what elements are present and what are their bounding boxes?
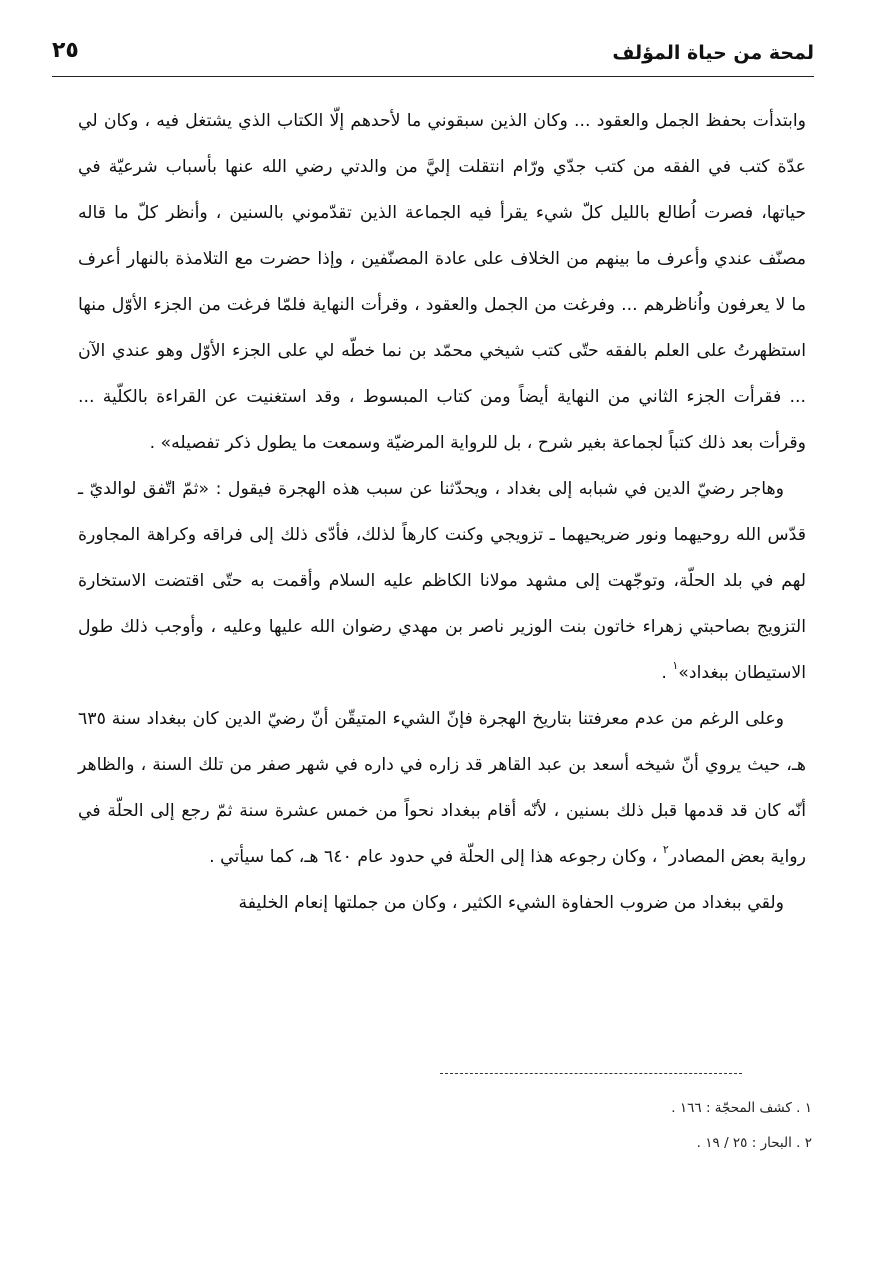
- paragraph-3-tail: ، وكان رجوعه هذا إلى الحلّة في حدود عام ٦٤٠ هـ، كما سيأتي .: [209, 847, 663, 867]
- paragraph-2-tail: .: [661, 663, 673, 683]
- footnote-ref-2[interactable]: ٢: [662, 843, 669, 856]
- body-text: [78, 98, 806, 926]
- paragraph-1-text: وابتدأت بحفظ الجمل والعقود ... وكان الذين سبقوني ما لأحدهم إلّا الكتاب الذي يشتغل فيه ، وكان لي عدّة كتب في الفقه من كتب جدّي ورّام انتقلت إليَّ من والدتي رضي الله عنها بأسباب شرعيّة في حياتها، فصرت اُطالع بالليل كلّ شيء يقرأ فيه الجماعة الذين تقدّموني بالسنين ، وأنظر كلّ ما قاله مصنّف عندي وأعرف ما بينهم من الخلاف على عادة المصنّفين ، وإذا حضرت مع التلامذة بالنهار أعرف ما لا يعرفون واُناظرهم ... وفرغت من الجمل والعقود ، وقرأت النهاية فلمّا فرغت من الجزء الأوّل منها استظهرتُ على العلم بالفقه حتّى كتب شيخي محمّد بن نما خطّه لي على الجزء الأوّل وهو عندي الآن ... فقرأت الجزء الثاني من النهاية أيضاً ومن كتاب المبسوط ، وقد استغنيت عن القراءة بالكلّية ... وقرأت بعد ذلك كتباً لجماعة بغير شرح ، بل للرواية المرضيّة وسمعت ما يطول ذكر تفصيله» .: [78, 111, 806, 453]
- paragraph-1: [78, 98, 806, 466]
- paragraph-2-text: وهاجر رضيّ الدين في شبابه إلى بغداد ، ويحدّثنا عن سبب هذه الهجرة فيقول : «ثمّ اتّفق لوالديّ ـ قدّس الله روحيهما ونور ضريحيهما ـ تزويجي وكنت كارهاً لذلك، فأدّى ذلك إلى فراقه وكراهة المجاورة لهم في بلد الحلّة، وتوجّهت إلى مشهد مولانا الكاظم عليه السلام وأقمت به حتّى اقتضت الاستخارة التزويج بصاحبتي زهراء خاتون بنت الوزير ناصر بن مهدي رضوان الله عليها وعليه ، وأوجب ذلك طول الاستيطان ببغداد»: [78, 479, 806, 683]
- footnote-2: ٢ . البحار : ٢٥ / ١٩ .: [696, 1135, 812, 1151]
- footnote-separator: [440, 1073, 742, 1074]
- footnotes: [671, 1100, 812, 1170]
- paragraph-2: [78, 466, 806, 696]
- footnote-ref-1[interactable]: ١: [672, 659, 679, 672]
- paragraph-4: [78, 880, 806, 926]
- page-header: [52, 30, 814, 77]
- footnote-1: ١ . كشف المحجّة : ١٦٦ .: [671, 1100, 812, 1116]
- running-title: لمحة من حياة المؤلف: [612, 42, 814, 64]
- paragraph-3: [78, 696, 806, 880]
- paragraph-4-text: ولقي ببغداد من ضروب الحفاوة الشيء الكثير ، وكان من جملتها إنعام الخليفة: [238, 893, 784, 913]
- page-number: ٢٥: [52, 38, 79, 63]
- paragraph-3-text: وعلى الرغم من عدم معرفتنا بتاريخ الهجرة فإنّ الشيء المتيقّن أنّ رضيّ الدين كان ببغداد سنة ٦٣٥ هـ، حيث يروي أنّ شيخه أسعد بن عبد القاهر قد زاره في داره في شهر صفر من تلك السنة ، والظاهر أنّه كان قد قدمها قبل ذلك بسنين ، لأنّه أقام ببغداد نحواً من خمس عشرة سنة ثمّ رجع إلى الحلّة في رواية بعض المصادر: [78, 709, 806, 867]
